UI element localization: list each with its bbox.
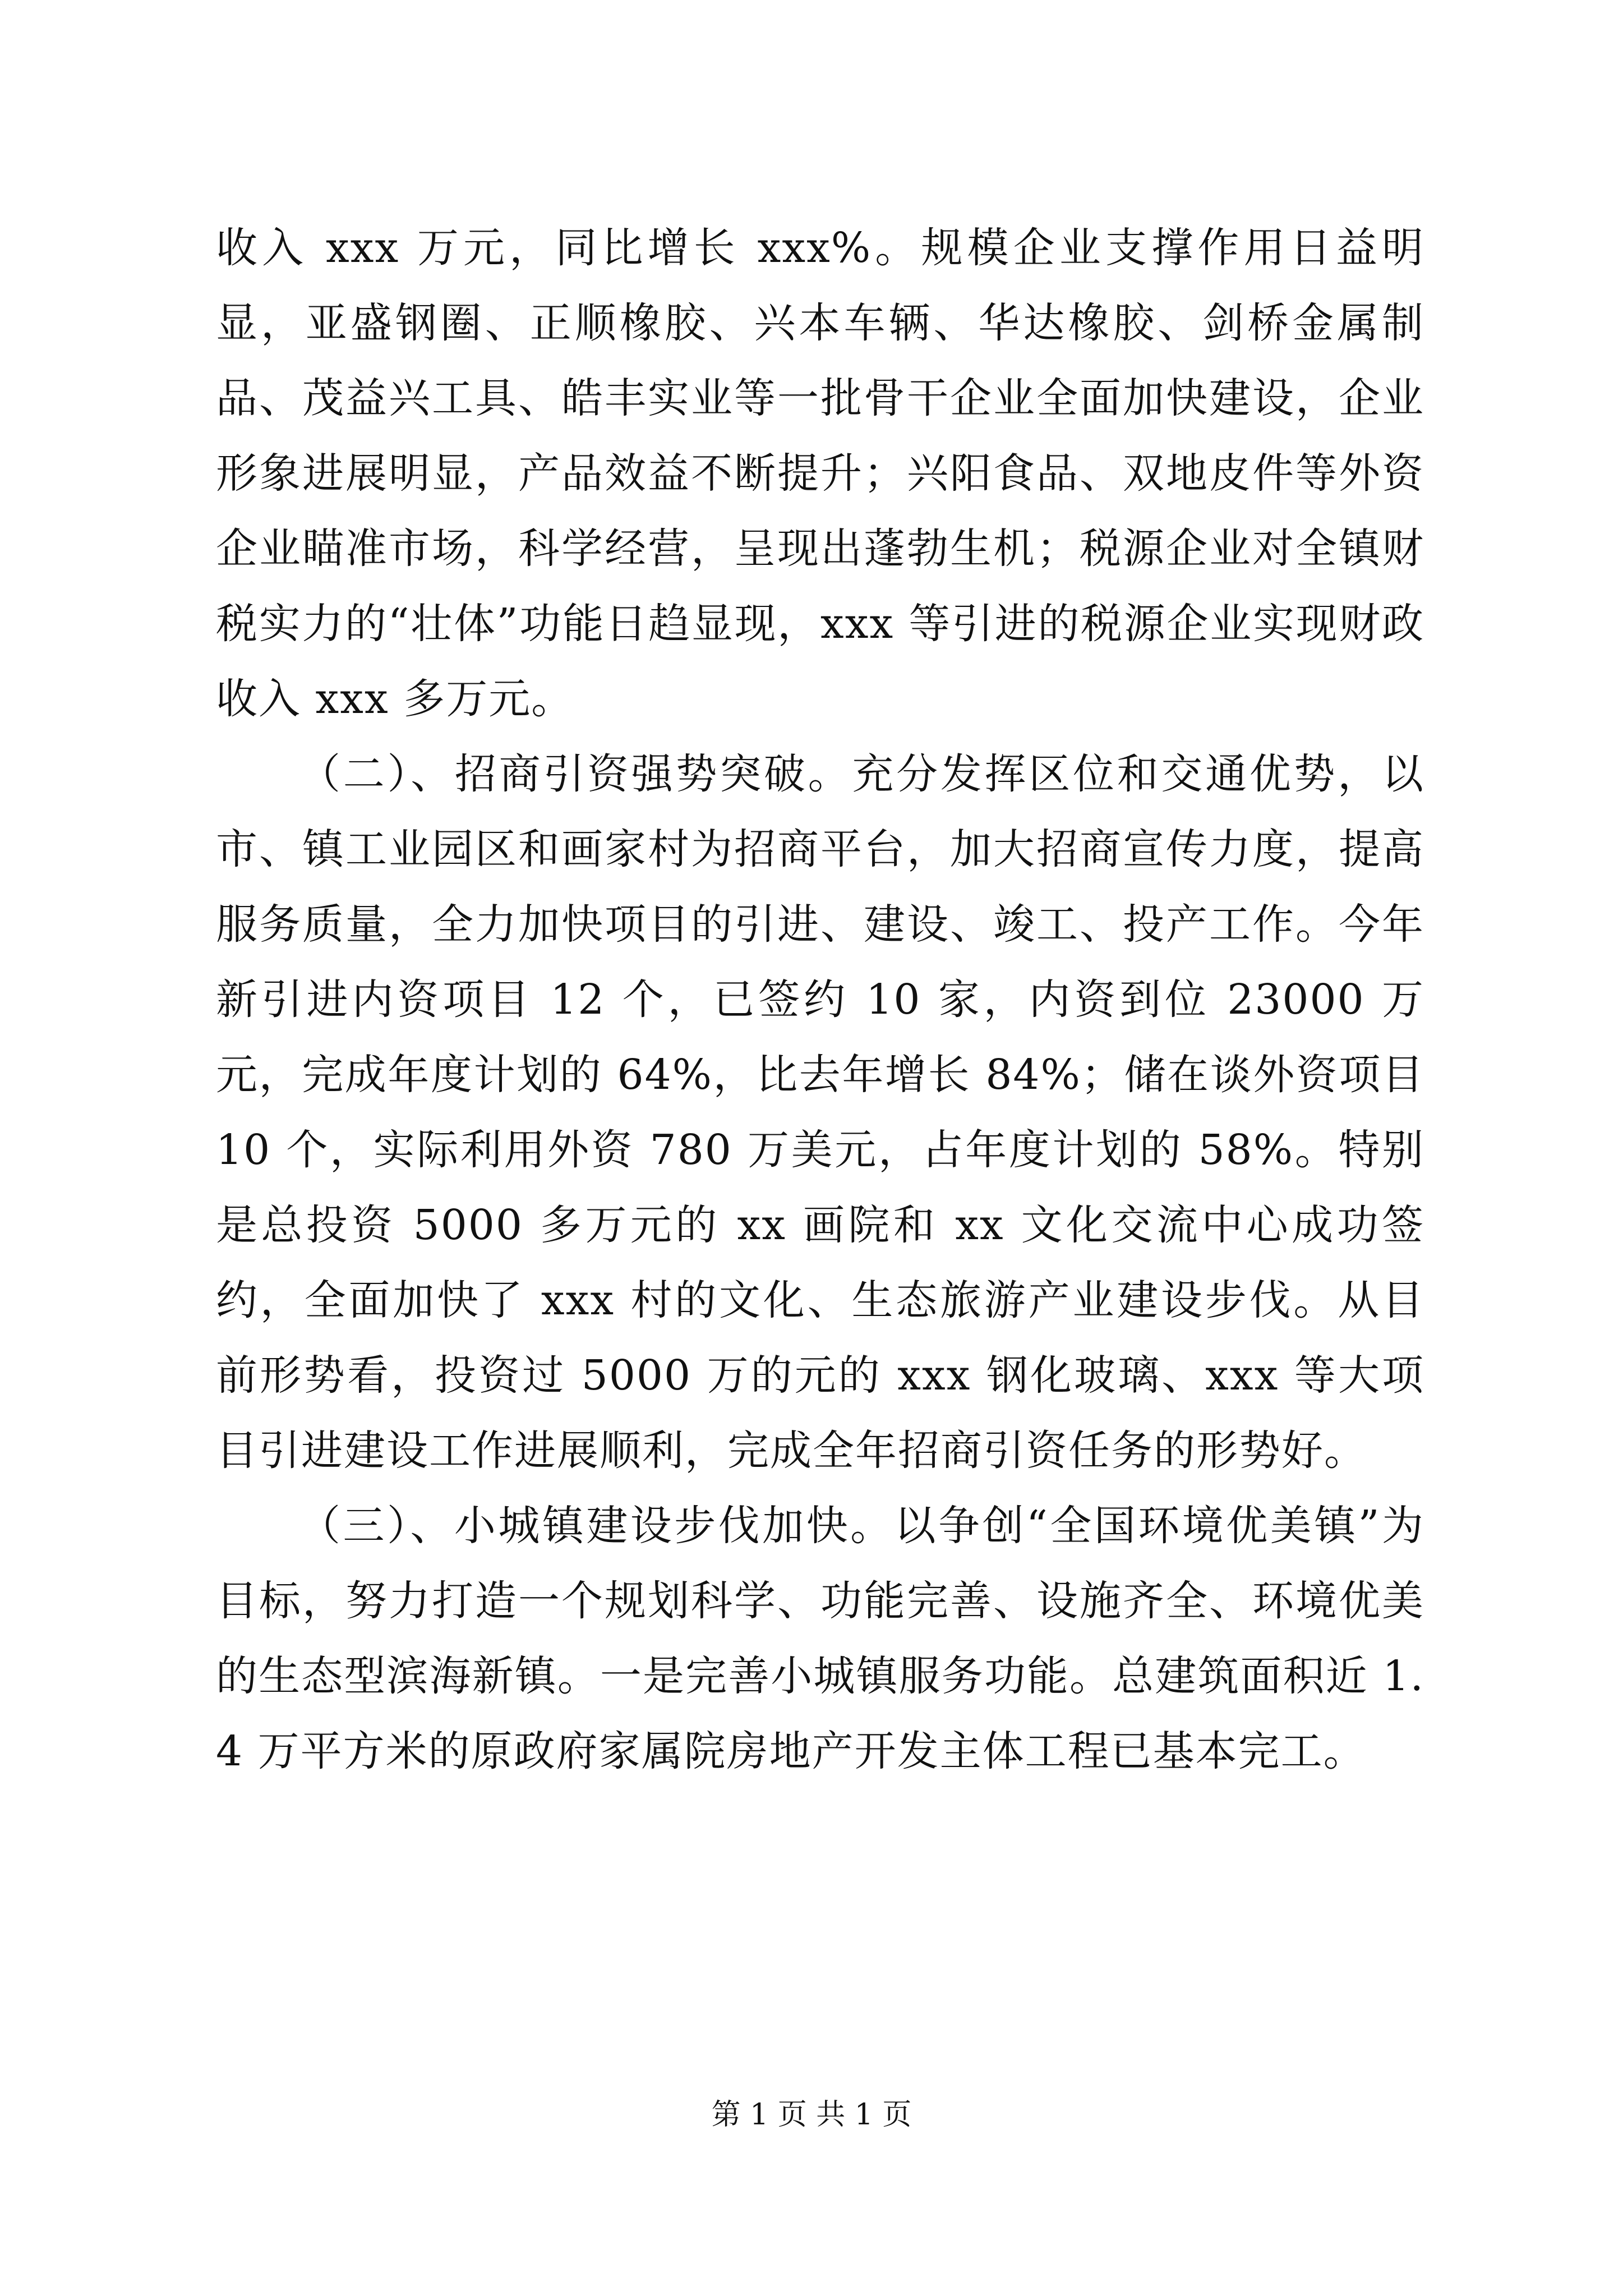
paragraph-investment: （二）、招商引资强势突破。充分发挥区位和交通优势，以市、镇工业园区和画家村为招商平台，加大招商宣传力度，提高服务质量，全力加快项目的引进、建设、竣工、投产工作。今年新引进内资项目 12 个，已签约 10 家，内资到位 23000 万元，完成年度计划的 64%，比去年增长 84%；储在谈外资项目 10 个，实际利用外资 780 万美元，占年度计划的 58%。特别是总投资 5000 多万元的 xx 画院和 xx 文化交流中心成功签约，全面加快了 xxx 村的文化、生态旅游产业建设步伐。从目前形势看，投资过 5000 万的元的 xxx 钢化玻璃、xxx 等大项目引进建设工作进展顺利，完成全年招商引资任务的形势好。 (216, 750, 1424, 1475)
paragraph-town-construction: （三）、小城镇建设步伐加快。以争创“全国环境优美镇”为目标，努力打造一个规划科学、功能完善、设施齐全、环境优美的生态型滨海新镇。一是完善小城镇服务功能。总建筑面积近 1.4 万平方米的原政府家属院房地产开发主体工程已基本完工。 (216, 1502, 1424, 1775)
page-footer: 第 1 页 共 1 页 (711, 2098, 912, 2132)
paragraph-revenue: 收入 xxx 万元，同比增长 xxx%。规模企业支撑作用日益明显，亚盛钢圈、正顺橡胶、兴本车辆、华达橡胶、剑桥金属制品、茂益兴工具、皓丰实业等一批骨干企业全面加快建设，企业形象进展明显，产品效益不断提升；兴阳食品、双地皮件等外资企业瞄准市场，科学经营，呈现出蓬勃生机；税源企业对全镇财税实力的“壮体”功能日趋显现，xxx 等引进的税源企业实现财政收入 xxx 多万元。 (216, 224, 1424, 723)
document-body (216, 210, 1424, 1789)
